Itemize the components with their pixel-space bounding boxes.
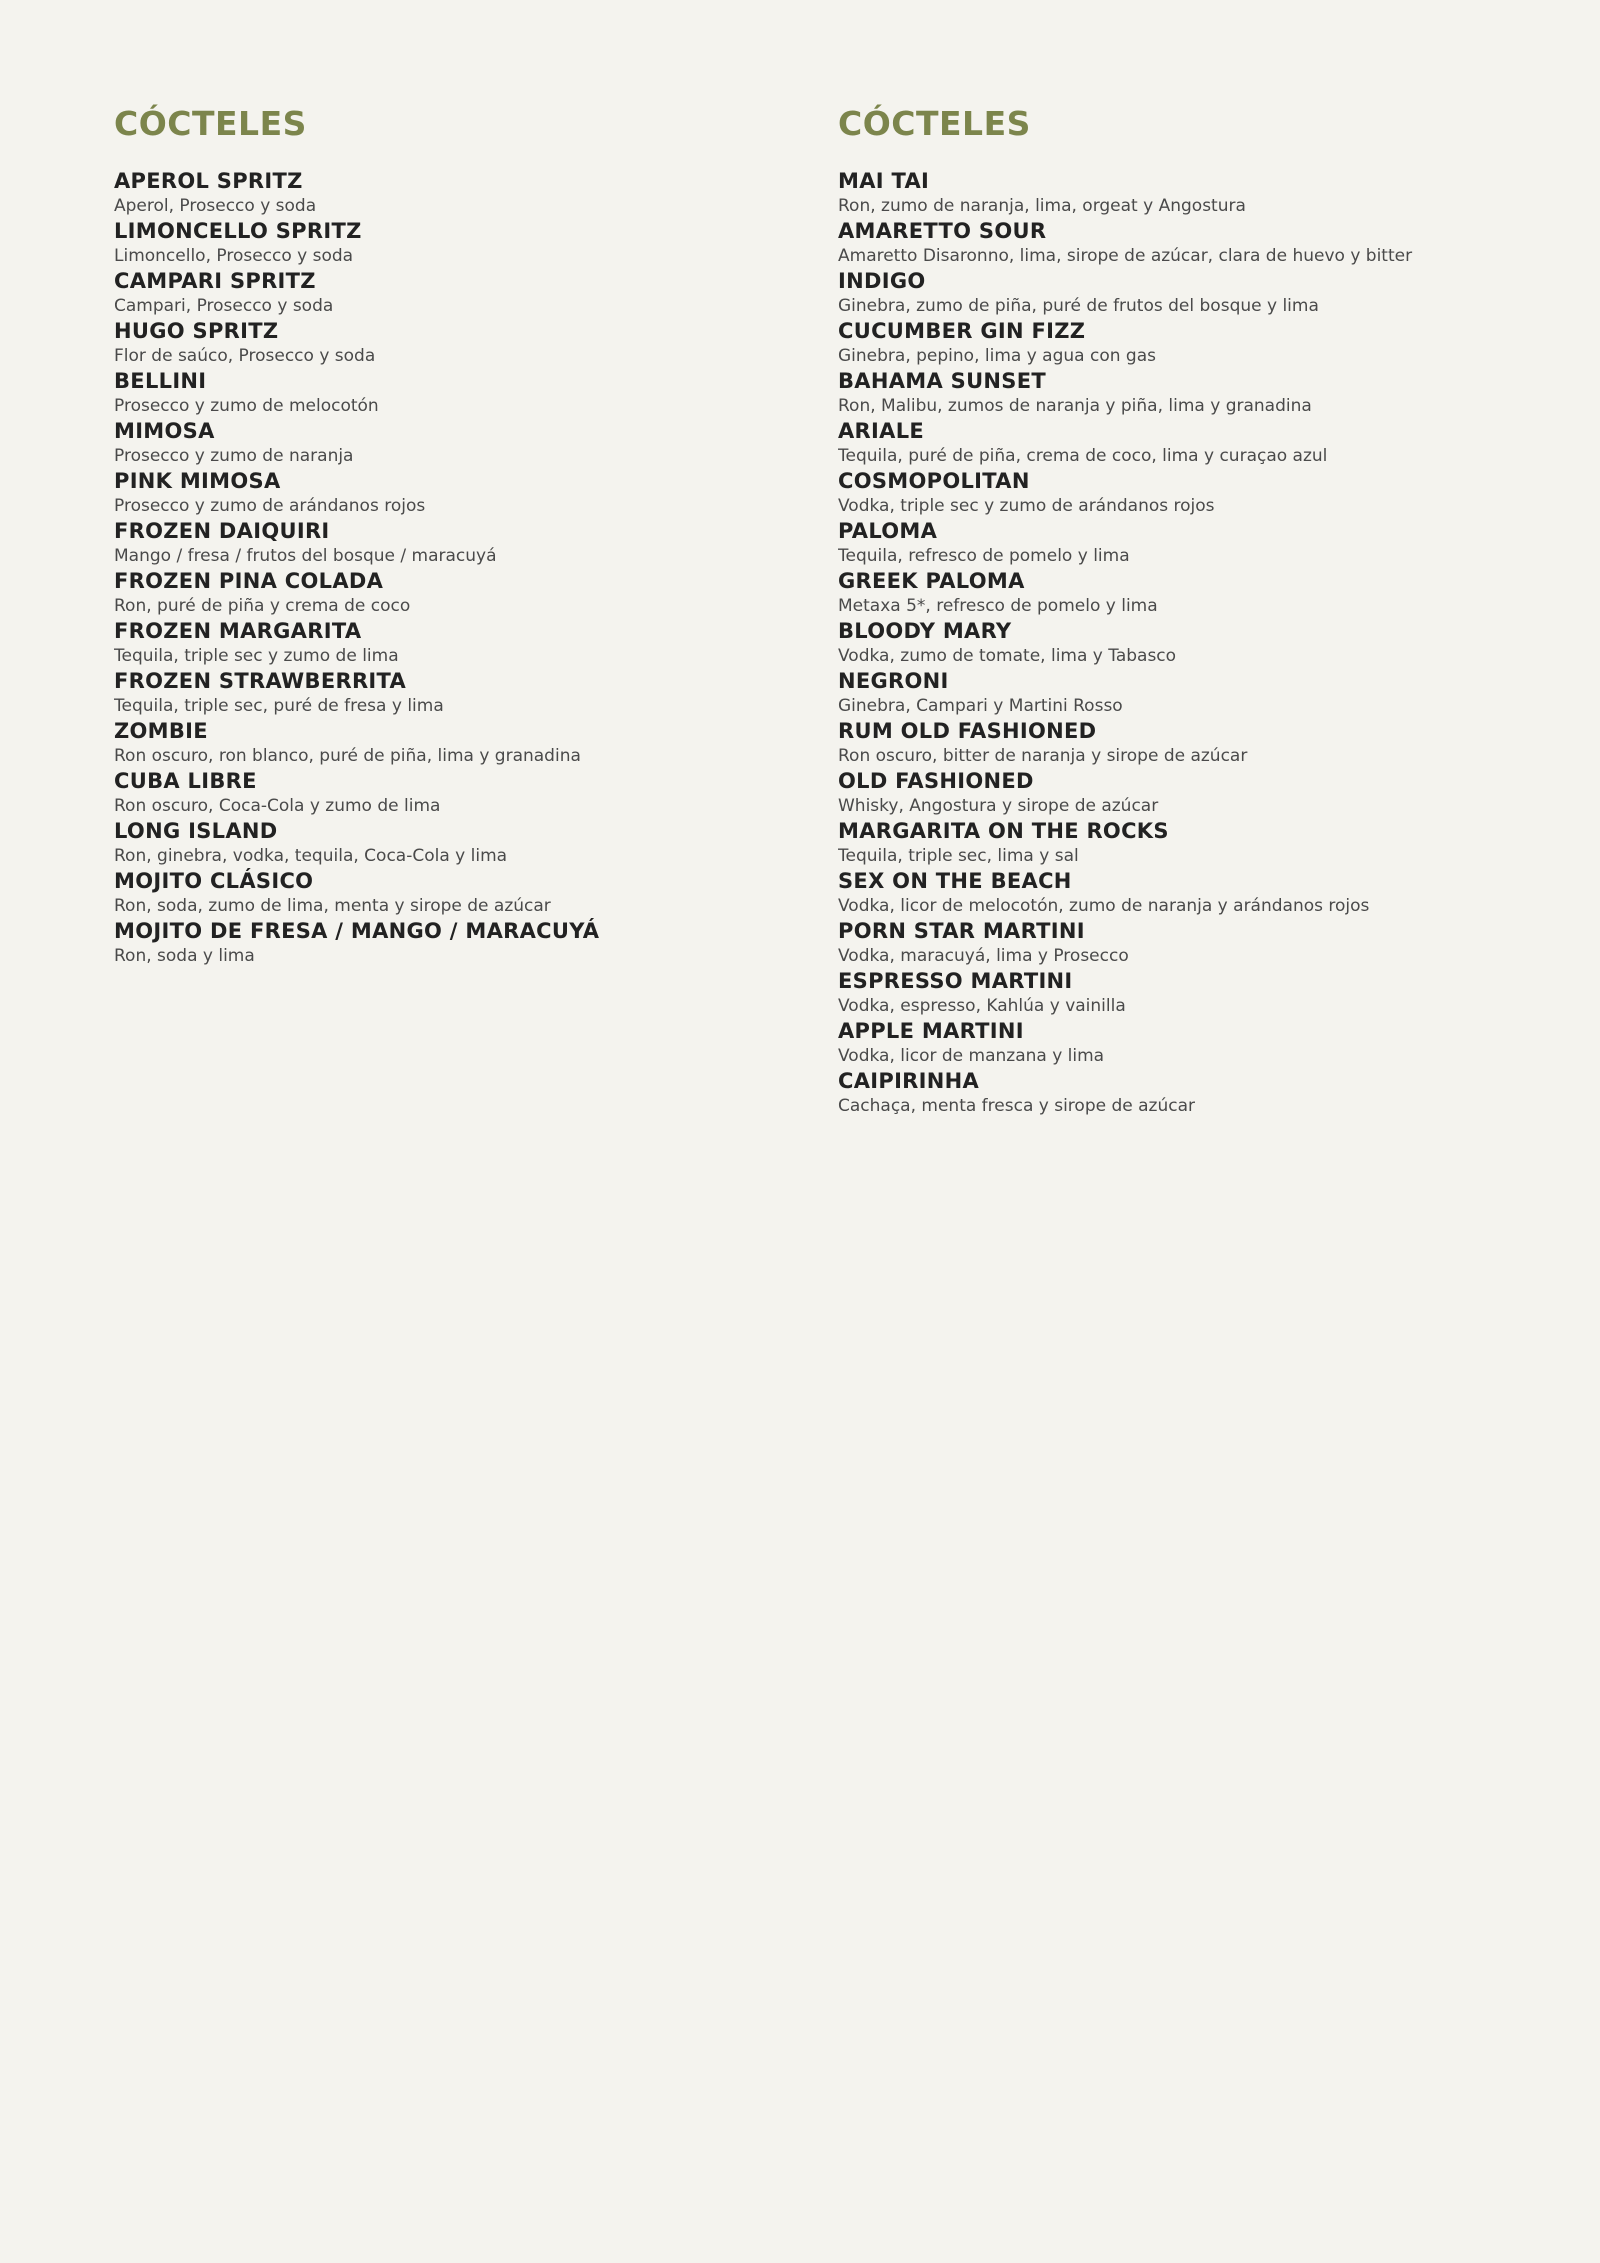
cocktail-ingredients: Mango / fresa / frutos del bosque / maracuyá [114, 546, 497, 566]
cocktail-name: PALOMA [838, 519, 938, 543]
cocktail-ingredients: Prosecco y zumo de arándanos rojos [114, 496, 426, 516]
cocktail-ingredients: Ron, ginebra, vodka, tequila, Coca-Cola y lima [114, 846, 508, 866]
cocktail-ingredients: Vodka, zumo de tomate, lima y Tabasco [838, 646, 1177, 666]
cocktail-item [114, 468, 714, 518]
cocktail-name: FROZEN STRAWBERRITA [114, 669, 407, 693]
cocktail-name: MAI TAI [838, 169, 930, 193]
cocktail-item [114, 418, 714, 468]
cocktail-item [114, 218, 714, 268]
cocktail-name: FROZEN DAIQUIRI [114, 519, 330, 543]
cocktail-name: MARGARITA ON THE ROCKS [838, 819, 1169, 843]
cocktail-name: FROZEN MARGARITA [114, 619, 362, 643]
cocktail-ingredients: Ron oscuro, ron blanco, puré de piña, lima y granadina [114, 746, 581, 766]
cocktail-item [114, 818, 714, 868]
cocktail-ingredients: Ginebra, pepino, lima y agua con gas [838, 346, 1156, 366]
cocktail-name: APEROL SPRITZ [114, 169, 303, 193]
cocktail-ingredients: Ginebra, Campari y Martini Rosso [838, 696, 1123, 716]
cocktail-item [838, 718, 1578, 768]
cocktail-ingredients: Ron, puré de piña y crema de coco [114, 596, 411, 616]
cocktail-item [114, 318, 714, 368]
cocktail-name: ZOMBIE [114, 719, 208, 743]
cocktail-name: LONG ISLAND [114, 819, 278, 843]
cocktail-item [838, 818, 1578, 868]
cocktail-ingredients: Ron oscuro, Coca-Cola y zumo de lima [114, 796, 441, 816]
cocktail-ingredients: Whisky, Angostura y sirope de azúcar [838, 796, 1159, 816]
cocktail-ingredients: Prosecco y zumo de naranja [114, 446, 354, 466]
cocktail-item [838, 318, 1578, 368]
cocktail-item [838, 618, 1578, 668]
menu-column-right [838, 102, 1578, 1118]
cocktail-item [114, 918, 714, 968]
cocktail-list [838, 168, 1578, 1118]
cocktail-ingredients: Ron oscuro, bitter de naranja y sirope de azúcar [838, 746, 1248, 766]
cocktail-name: SEX ON THE BEACH [838, 869, 1072, 893]
cocktail-item [114, 268, 714, 318]
cocktail-item [838, 418, 1578, 468]
cocktail-item [114, 718, 714, 768]
cocktail-name: FROZEN PINA COLADA [114, 569, 384, 593]
cocktail-item [838, 1068, 1578, 1118]
cocktail-item [838, 218, 1578, 268]
cocktail-ingredients: Vodka, licor de melocotón, zumo de naranja y arándanos rojos [838, 896, 1370, 916]
cocktail-ingredients: Ron, Malibu, zumos de naranja y piña, lima y granadina [838, 396, 1312, 416]
cocktail-ingredients: Metaxa 5*, refresco de pomelo y lima [838, 596, 1158, 616]
cocktail-name: PINK MIMOSA [114, 469, 281, 493]
cocktail-ingredients: Ron, soda y lima [114, 946, 255, 966]
cocktail-ingredients: Aperol, Prosecco y soda [114, 196, 317, 216]
cocktail-name: OLD FASHIONED [838, 769, 1034, 793]
cocktail-ingredients: Vodka, espresso, Kahlúa y vainilla [838, 996, 1126, 1016]
cocktail-ingredients: Limoncello, Prosecco y soda [114, 246, 354, 266]
cocktail-name: PORN STAR MARTINI [838, 919, 1085, 943]
cocktail-item [114, 518, 714, 568]
cocktail-ingredients: Tequila, triple sec y zumo de lima [114, 646, 399, 666]
cocktail-ingredients: Tequila, refresco de pomelo y lima [838, 546, 1130, 566]
cocktail-ingredients: Prosecco y zumo de melocotón [114, 396, 379, 416]
cocktail-ingredients: Tequila, triple sec, lima y sal [838, 846, 1079, 866]
cocktail-ingredients: Amaretto Disaronno, lima, sirope de azúcar, clara de huevo y bitter [838, 246, 1413, 266]
cocktail-item [838, 568, 1578, 618]
cocktail-item [838, 868, 1578, 918]
cocktail-item [114, 368, 714, 418]
cocktail-ingredients: Vodka, licor de manzana y lima [838, 1046, 1105, 1066]
cocktail-item [838, 968, 1578, 1018]
cocktail-item [114, 568, 714, 618]
cocktail-name: ESPRESSO MARTINI [838, 969, 1073, 993]
cocktail-item [838, 168, 1578, 218]
cocktail-name: MOJITO CLÁSICO [114, 869, 314, 893]
cocktail-name: COSMOPOLITAN [838, 469, 1030, 493]
cocktail-ingredients: Flor de saúco, Prosecco y soda [114, 346, 376, 366]
cocktail-name: APPLE MARTINI [838, 1019, 1024, 1043]
cocktail-ingredients: Cachaça, menta fresca y sirope de azúcar [838, 1096, 1195, 1116]
cocktail-name: BELLINI [114, 369, 207, 393]
cocktail-name: LIMONCELLO SPRITZ [114, 219, 362, 243]
cocktail-name: BAHAMA SUNSET [838, 369, 1046, 393]
cocktail-ingredients: Vodka, triple sec y zumo de arándanos rojos [838, 496, 1215, 516]
cocktail-item [838, 518, 1578, 568]
cocktail-name: ARIALE [838, 419, 925, 443]
cocktail-item [838, 668, 1578, 718]
cocktail-name: GREEK PALOMA [838, 569, 1025, 593]
cocktail-item [838, 768, 1578, 818]
cocktail-ingredients: Ron, zumo de naranja, lima, orgeat y Angostura [838, 196, 1246, 216]
cocktail-name: INDIGO [838, 269, 926, 293]
cocktail-name: CUCUMBER GIN FIZZ [838, 319, 1086, 343]
cocktail-item [114, 618, 714, 668]
cocktail-item [114, 768, 714, 818]
section-title: CÓCTELES [114, 104, 307, 143]
cocktail-item [838, 368, 1578, 418]
cocktail-name: RUM OLD FASHIONED [838, 719, 1097, 743]
cocktail-item [838, 1018, 1578, 1068]
cocktail-item [838, 468, 1578, 518]
cocktail-item [838, 268, 1578, 318]
cocktail-item [838, 918, 1578, 968]
cocktail-name: CAMPARI SPRITZ [114, 269, 316, 293]
cocktail-ingredients: Campari, Prosecco y soda [114, 296, 334, 316]
cocktail-ingredients: Ginebra, zumo de piña, puré de frutos del bosque y lima [838, 296, 1319, 316]
cocktail-ingredients: Tequila, triple sec, puré de fresa y lima [114, 696, 444, 716]
cocktail-ingredients: Vodka, maracuyá, lima y Prosecco [838, 946, 1129, 966]
cocktail-ingredients: Tequila, puré de piña, crema de coco, lima y curaçao azul [838, 446, 1328, 466]
cocktail-name: NEGRONI [838, 669, 949, 693]
cocktail-item [114, 668, 714, 718]
cocktail-name: CAIPIRINHA [838, 1069, 980, 1093]
cocktail-name: CUBA LIBRE [114, 769, 257, 793]
cocktail-item [114, 868, 714, 918]
section-title: CÓCTELES [838, 104, 1031, 143]
cocktail-name: MIMOSA [114, 419, 215, 443]
cocktail-name: MOJITO DE FRESA / MANGO / MARACUYÁ [114, 919, 600, 943]
cocktail-item [114, 168, 714, 218]
cocktail-name: HUGO SPRITZ [114, 319, 279, 343]
cocktail-name: BLOODY MARY [838, 619, 1012, 643]
cocktail-ingredients: Ron, soda, zumo de lima, menta y sirope de azúcar [114, 896, 551, 916]
cocktail-list [114, 168, 714, 968]
menu-column-left [114, 102, 714, 968]
cocktail-name: AMARETTO SOUR [838, 219, 1047, 243]
